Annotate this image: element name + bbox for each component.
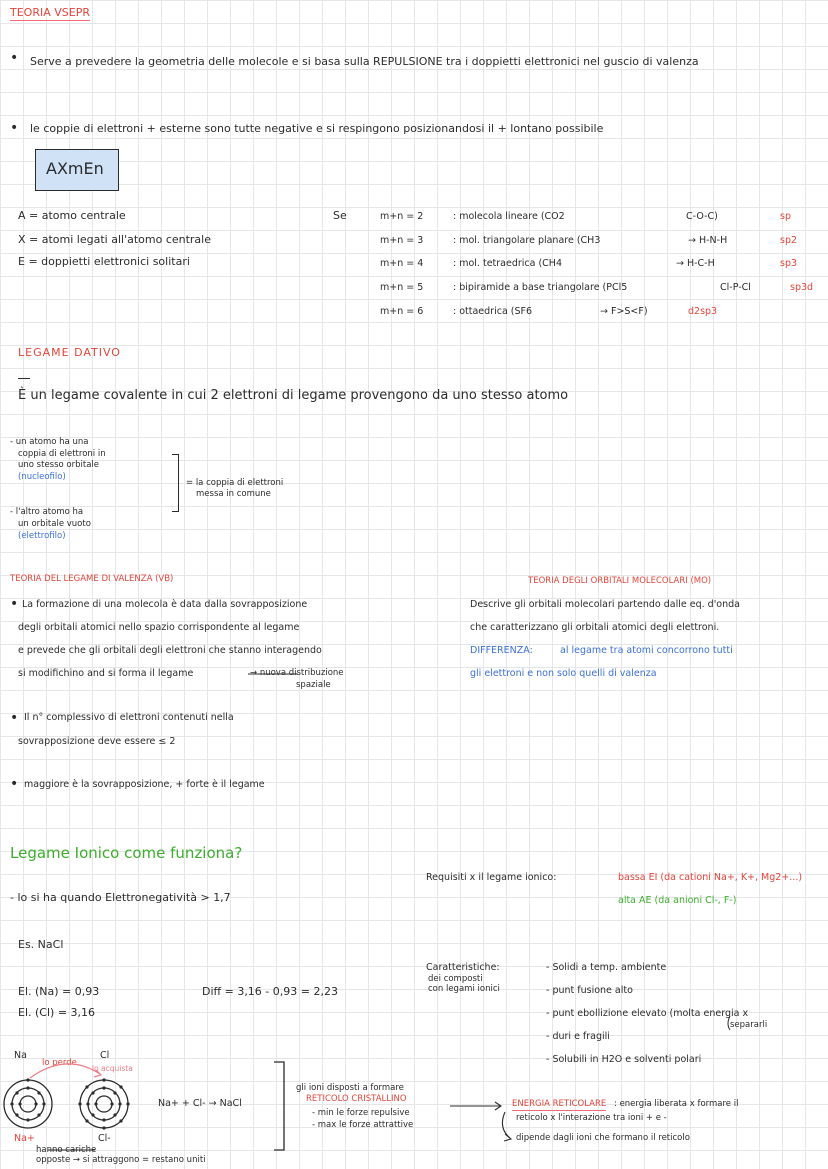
- row-desc: : molecola lineare (CO2: [453, 211, 565, 222]
- row-cond: m+n = 2: [380, 211, 424, 222]
- vb-line-1: La formazione di una molecola è data dalla sovrapposizione: [22, 599, 308, 610]
- lo-acquista-label: lo acquista: [92, 1064, 133, 1073]
- el-na: El. (Na) = 0,93: [18, 985, 100, 998]
- bullet-dot: •: [10, 120, 19, 136]
- energia-text: : energia liberata x formare il: [614, 1099, 739, 1109]
- row-cond: m+n = 6: [380, 306, 424, 317]
- legend-a: A = atomo centrale: [18, 209, 126, 222]
- row-desc: : bipiramide a base triangolare (PCl5: [453, 282, 628, 293]
- row-hybrid: d2sp3: [688, 306, 718, 317]
- requisito-ei: bassa EI (da cationi Na+, K+, Mg2+...): [618, 872, 803, 883]
- bullet-dot: •: [10, 50, 19, 66]
- row-example: C-O-C): [686, 211, 718, 222]
- ioni-line3: - min le forze repulsive: [312, 1108, 410, 1118]
- bullet-dot: •: [10, 776, 19, 792]
- char-label: Caratteristiche:: [426, 962, 500, 973]
- vb-line-3: e prevede che gli orbitali degli elettroni che stanno interagendo: [18, 645, 322, 656]
- dativo-definition: È un legame covalente in cui 2 elettroni di legame provengono da uno stesso atomo: [18, 388, 569, 403]
- row-hybrid: sp3: [780, 258, 798, 269]
- row-example: → H-N-H: [688, 235, 728, 246]
- mo-diff-text-2: gli elettroni e non solo quelli di valenza: [470, 668, 657, 679]
- vsepr-bullet-1: Serve a prevedere la geometria delle molecole e si basa sulla REPULSIONE tra i doppietti elettronici nel guscio di valenza: [30, 55, 699, 68]
- char-item: - punt ebollizione elevato (molta energia x: [546, 1008, 749, 1019]
- energia-text-2: reticolo x l'interazione tra ioni + e -: [516, 1113, 667, 1123]
- dativo-result-line2: messa in comune: [196, 489, 271, 499]
- elettrofilo-tag: (elettrofilo): [18, 531, 66, 541]
- dativo-title: LEGAME DATIVO: [18, 346, 121, 359]
- row-hybrid: sp3d: [790, 282, 814, 293]
- char-item: - Solidi a temp. ambiente: [546, 962, 667, 973]
- bullet-dot: •: [10, 596, 19, 612]
- dativo-item1-line1: - un atomo ha una: [10, 437, 89, 447]
- mo-diff-text: al legame tra atomi concorrono tutti: [560, 645, 733, 656]
- vb-bullet2-line1: Il n° complessivo di elettroni contenuti nella: [24, 712, 234, 723]
- row-cond: m+n = 5: [380, 282, 424, 293]
- dativo-item1-line2: coppia di elettroni in: [18, 449, 106, 459]
- vb-line-4: si modifichino and si forma il legame: [18, 668, 194, 679]
- row-desc: : mol. triangolare planare (CH3: [453, 235, 601, 246]
- cariche-line1: hanno cariche: [36, 1145, 97, 1155]
- cariche-line2: opposte → si attraggono = restano uniti: [36, 1155, 206, 1165]
- reaction: Na+ + Cl- → NaCl: [158, 1098, 242, 1109]
- separarli-note: separarli: [730, 1020, 768, 1030]
- ioni-line1: gli ioni disposti a formare: [296, 1083, 404, 1093]
- row-cond: m+n = 3: [380, 235, 424, 246]
- vb-arrow-note-1: → nuova distribuzione: [250, 668, 344, 678]
- char-item: - duri e fragili: [546, 1031, 610, 1042]
- mo-line-2: che caratterizzano gli orbitali atomici degli elettroni.: [470, 622, 720, 633]
- char-item: - Solubili in H2O e solventi polari: [546, 1054, 702, 1065]
- ionico-example: Es. NaCl: [18, 938, 64, 951]
- row-desc: : ottaedrica (SF6: [453, 306, 533, 317]
- legend-x: X = atomi legati all'atomo centrale: [18, 233, 211, 246]
- na-plus-label: Na+: [14, 1133, 35, 1144]
- mo-diff-label: DIFFERENZA:: [470, 645, 533, 656]
- row-hybrid: sp2: [780, 235, 798, 246]
- vb-title: TEORIA DEL LEGAME DI VALENZA (VB): [10, 574, 174, 584]
- vsepr-bullet-2: le coppie di elettroni + esterne sono tutte negative e si respingono posizionandosi il + lontano possibile: [30, 122, 604, 135]
- vsepr-title: TEORIA VSEPR: [10, 6, 90, 19]
- legend-e: E = doppietti elettronici solitari: [18, 255, 190, 268]
- reticolo-label: RETICOLO CRISTALLINO: [306, 1094, 407, 1104]
- bullet-dot: •: [10, 710, 19, 726]
- dativo-item2-line1: - l'altro atomo ha: [10, 507, 84, 517]
- mo-title: TEORIA DEGLI ORBITALI MOLECOLARI (MO): [528, 576, 712, 586]
- el-diff: Diff = 3,16 - 0,93 = 2,23: [202, 985, 338, 998]
- atom-cl-label: Cl: [100, 1050, 110, 1061]
- se-label: Se: [333, 209, 347, 222]
- ionico-condition: - lo si ha quando Elettronegatività > 1,7: [10, 891, 231, 904]
- energia-label: ENERGIA RETICOLARE: [512, 1099, 607, 1109]
- row-hybrid: sp: [780, 211, 791, 222]
- lo-perde-label: lo perde: [42, 1058, 77, 1068]
- dativo-result-line1: = la coppia di elettroni: [186, 478, 284, 488]
- cl-minus-label: Cl-: [98, 1133, 111, 1144]
- vb-line-2: degli orbitali atomici nello spazio corrispondente al legame: [18, 622, 300, 633]
- mo-line-1: Descrive gli orbitali molecolari partendo dalle eq. d'onda: [470, 599, 740, 610]
- energia-text-3: dipende dagli ioni che formano il reticolo: [516, 1133, 690, 1143]
- dativo-item1-line3: uno stesso orbitale: [18, 460, 100, 470]
- row-example: Cl-P-Cl: [720, 282, 751, 293]
- row-example: → F>S<F): [600, 306, 648, 317]
- vb-bullet2-line2: sovrapposizione deve essere ≤ 2: [18, 736, 176, 747]
- char-label-3: con legami ionici: [428, 984, 500, 994]
- nucleofilo-tag: (nucleofilo): [18, 472, 66, 482]
- requisito-ae: alta AE (da anioni Cl-, F-): [618, 895, 737, 906]
- ionico-title: Legame Ionico come funziona?: [10, 844, 243, 862]
- dativo-item2-line2: un orbitale vuoto: [18, 519, 91, 529]
- ioni-line4: - max le forze attrattive: [312, 1120, 414, 1130]
- requisiti-label: Requisiti x il legame ionico:: [426, 872, 557, 883]
- el-cl: El. (Cl) = 3,16: [18, 1006, 96, 1019]
- row-desc: : mol. tetraedrica (CH4: [453, 258, 562, 269]
- formula-text: AXmEn: [46, 159, 104, 178]
- vb-arrow-note-2: spaziale: [296, 680, 331, 690]
- atom-na-label: Na: [14, 1050, 27, 1061]
- char-item: - punt fusione alto: [546, 985, 633, 996]
- row-example: → H-C-H: [676, 258, 715, 269]
- char-label-2: dei composti: [428, 974, 483, 984]
- row-cond: m+n = 4: [380, 258, 424, 269]
- vb-bullet3: maggiore è la sovrapposizione, + forte è il legame: [24, 779, 265, 790]
